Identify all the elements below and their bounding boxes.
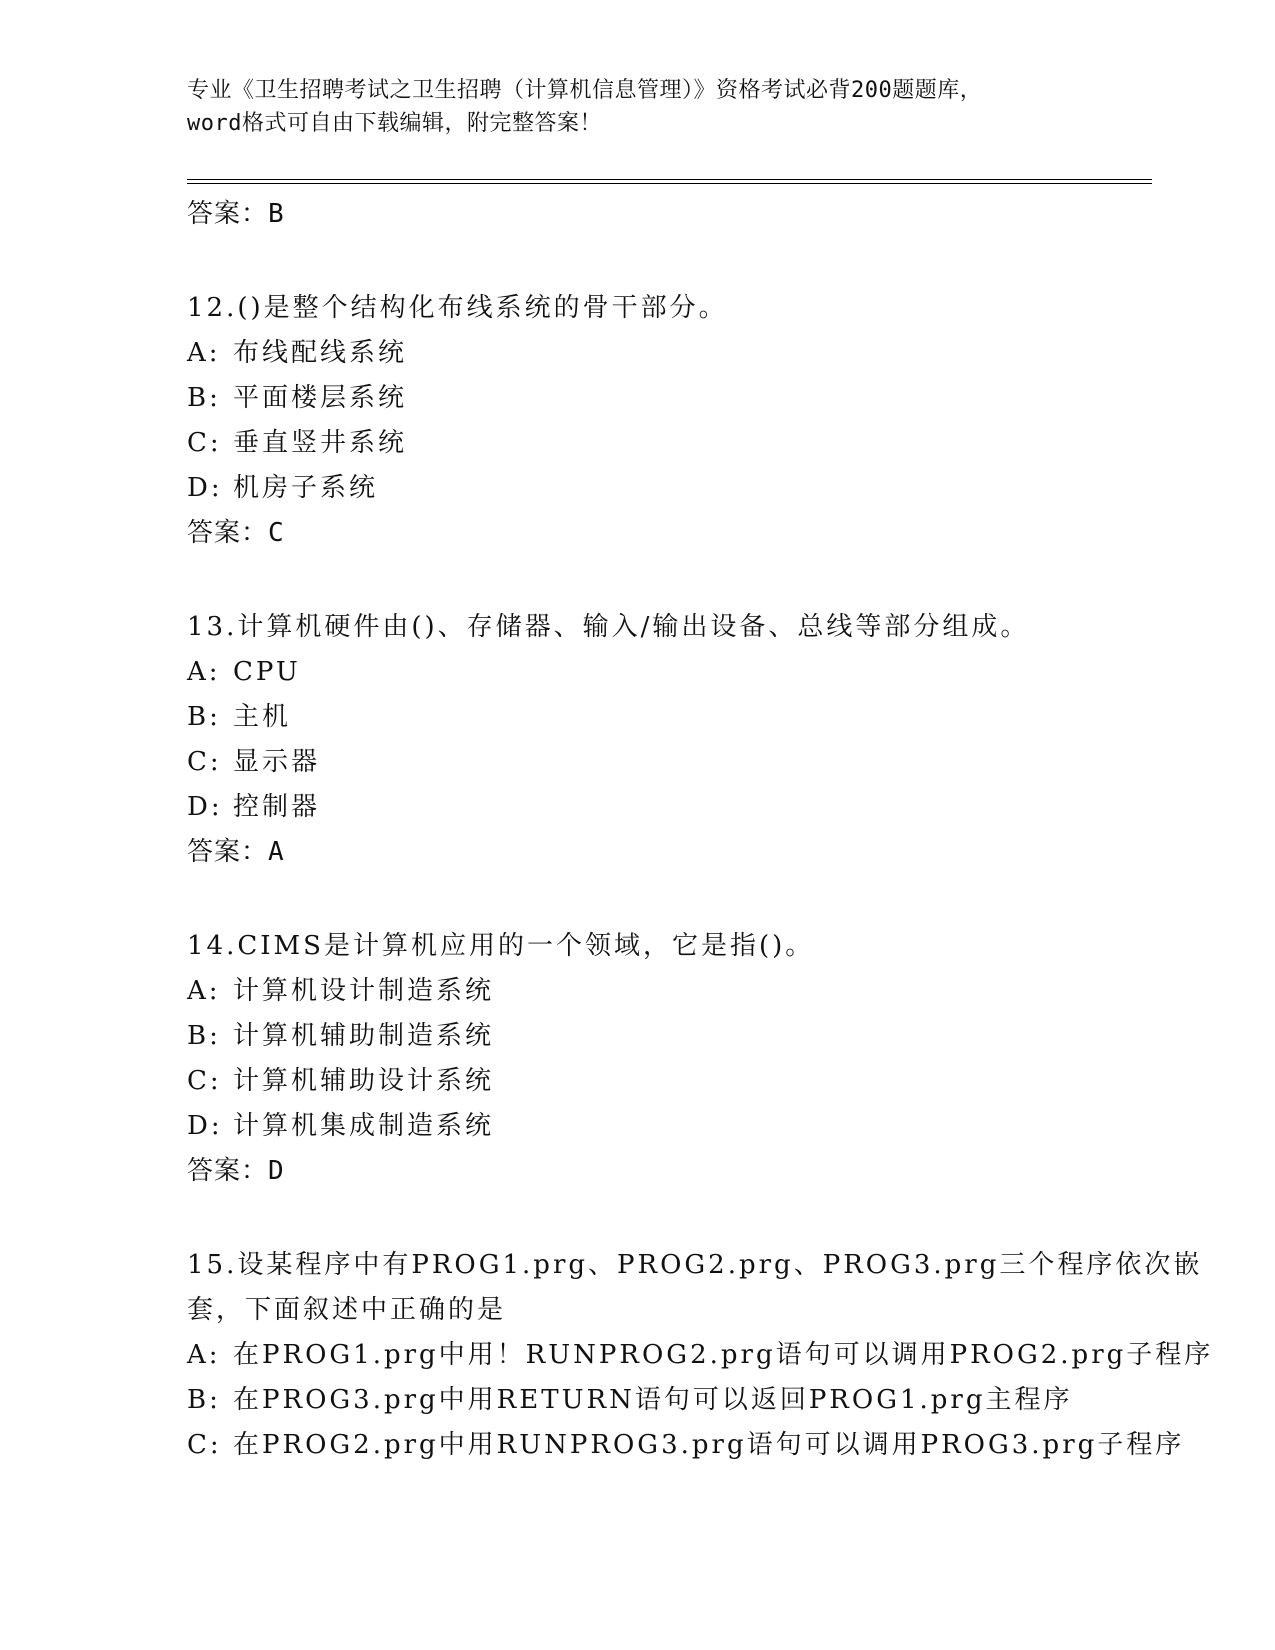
option-key: D: <box>187 473 223 503</box>
question-12 <box>187 286 1137 555</box>
option-text: 在PROG3.prg中用RETURN语句可以返回PROG1.prg主程序 <box>233 1385 1073 1415</box>
option-b <box>187 376 1137 421</box>
question-text: 14.CIMS是计算机应用的一个领域，它是指()。 <box>187 931 815 961</box>
option-a <box>187 969 1137 1014</box>
option-text: 显示器 <box>233 747 321 777</box>
option-text: 计算机集成制造系统 <box>233 1111 495 1141</box>
option-a <box>187 650 1137 695</box>
option-b <box>187 1378 1137 1423</box>
answer: 答案：A <box>187 837 285 867</box>
option-text: 计算机辅助制造系统 <box>233 1021 495 1051</box>
option-text: CPU <box>233 657 301 687</box>
option-text: 布线配线系统 <box>233 338 408 368</box>
option-key: C: <box>187 1430 222 1460</box>
option-text: 控制器 <box>233 792 321 822</box>
header-divider-bottom <box>187 183 1152 184</box>
header-divider-top <box>187 179 1152 180</box>
option-key: D: <box>187 792 223 822</box>
question-text-line-2: 套，下面叙述中正确的是 <box>187 1295 507 1325</box>
option-text: 在PROG1.prg中用！RUNPROG2.prg语句可以调用PROG2.prg子程序 <box>233 1340 1214 1370</box>
answer-previous: 答案：B <box>187 199 285 229</box>
document-header <box>187 74 1087 140</box>
question-13 <box>187 605 1137 874</box>
option-d <box>187 785 1137 830</box>
header-line-2: word格式可自由下载编辑，附完整答案！ <box>187 111 602 136</box>
question-text: 13.计算机硬件由()、存储器、输入/输出设备、总线等部分组成。 <box>187 612 1030 642</box>
question-list <box>187 192 1214 1468</box>
option-key: C: <box>187 428 222 458</box>
option-c <box>187 421 1137 466</box>
option-key: A: <box>187 1340 221 1370</box>
option-key: A: <box>187 657 221 687</box>
option-key: C: <box>187 747 222 777</box>
option-key: B: <box>187 702 221 732</box>
option-key: B: <box>187 383 221 413</box>
option-d <box>187 1104 1137 1149</box>
option-text: 主机 <box>233 702 292 732</box>
option-c <box>187 1059 1137 1104</box>
option-text: 计算机辅助设计系统 <box>233 1066 495 1096</box>
option-text: 垂直竖井系统 <box>233 428 408 458</box>
option-key: C: <box>187 1066 222 1096</box>
option-text: 计算机设计制造系统 <box>233 976 495 1006</box>
option-text: 在PROG2.prg中用RUNPROG3.prg语句可以调用PROG3.prg子程序 <box>233 1430 1185 1460</box>
option-key: A: <box>187 338 221 368</box>
option-a <box>187 1333 1214 1378</box>
answer: 答案：C <box>187 518 285 548</box>
option-key: B: <box>187 1021 221 1051</box>
question-14 <box>187 924 1137 1193</box>
option-text: 机房子系统 <box>233 473 379 503</box>
option-key: B: <box>187 1385 221 1415</box>
option-a <box>187 331 1137 376</box>
option-key: D: <box>187 1111 223 1141</box>
option-d <box>187 466 1137 511</box>
answer: 答案：D <box>187 1156 285 1186</box>
option-c <box>187 740 1137 785</box>
option-c <box>187 1423 1185 1468</box>
question-15 <box>187 1243 1214 1468</box>
option-key: A: <box>187 976 221 1006</box>
option-text: 平面楼层系统 <box>233 383 408 413</box>
header-line-1: 专业《卫生招聘考试之卫生招聘（计算机信息管理）》资格考试必背200题题库， <box>187 78 983 103</box>
option-b <box>187 695 1137 740</box>
question-text: 12.()是整个结构化布线系统的骨干部分。 <box>187 293 728 323</box>
option-b <box>187 1014 1137 1059</box>
question-text-line-1: 15.设某程序中有PROG1.prg、PROG2.prg、PROG3.prg三个程序依次嵌 <box>187 1250 1203 1280</box>
